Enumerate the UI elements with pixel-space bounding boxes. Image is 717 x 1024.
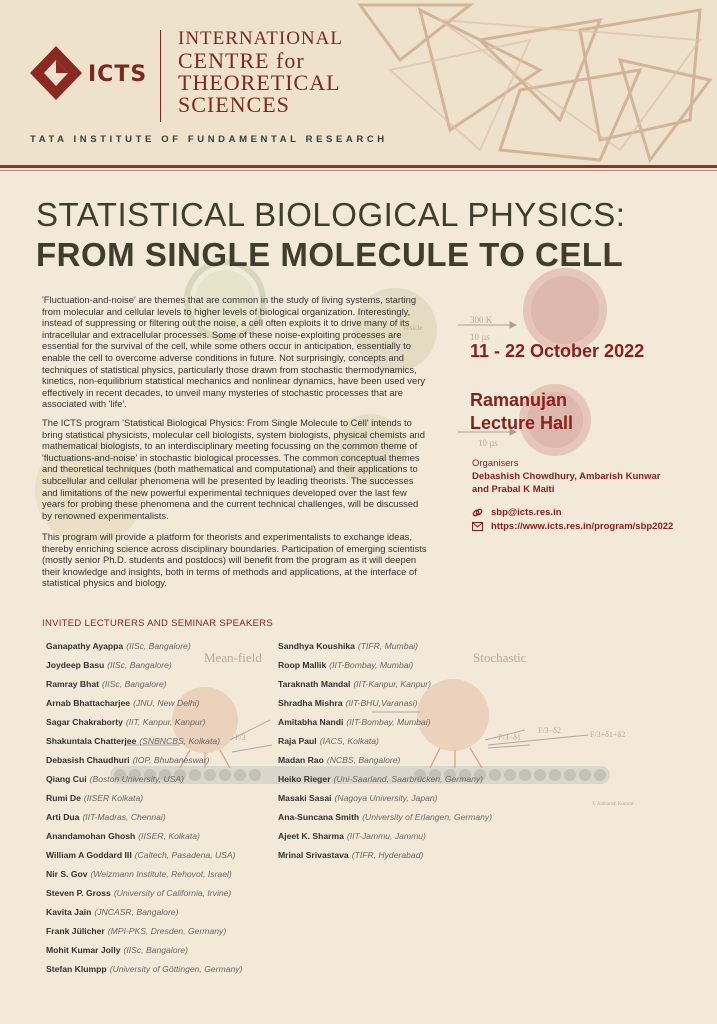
event-venue [470,389,573,435]
figure-label-f3-d12: F/3+δ1+δ2 [590,730,626,739]
speaker-name: Anandamohan Ghosh [46,831,136,841]
speaker-affiliation: (IISER Kolkata) [83,793,144,803]
figure-label-time-1: 10 µs [470,332,490,342]
figure-label-temperature: 300 K [470,315,493,325]
centre-line-2: CENTRE for [178,48,305,73]
speaker-name: Ana-Suncana Smith [278,812,360,822]
speaker-row [46,678,242,697]
centre-line-4: SCIENCES [178,92,290,117]
speaker-name: Shakuntala Chatterjee [46,736,137,746]
speaker-row [46,830,242,849]
speaker-row [46,811,242,830]
figure-label-f3-d2: F/3−δ2 [538,726,561,735]
contact-email[interactable] [472,507,562,518]
speaker-affiliation: (MPI-PKS, Dresden, Germany) [107,926,227,936]
speaker-name: Frank Jülicher [46,926,105,936]
venue-line-2: Lecture Hall [470,413,574,433]
organisers-names: Debashish Chowdhury, Ambarish Kunwar and Prabal K Maiti [472,471,661,495]
speaker-affiliation: (JNCASR, Bangalore) [94,907,179,917]
speaker-name: Madan Rao [278,755,324,765]
figure-label-f3-d1: F/3−δ1 [498,733,521,742]
organisers-label: Organisers [472,458,519,469]
speaker-affiliation: (IIT-BHU,Varanasi) [345,698,418,708]
speaker-row [46,659,242,678]
speaker-name: Rumi De [46,793,81,803]
speaker-name: Amitabha Nandi [278,717,344,727]
speaker-affiliation: (IIT-Jammu, Jammu) [346,831,426,841]
speaker-name: Roop Mallik [278,660,327,670]
speaker-name: Stefan Klumpp [46,964,107,974]
speaker-affiliation: (IIT-Madras, Chennai) [82,812,166,822]
speaker-row [46,906,242,925]
speaker-row [46,697,242,716]
speaker-row [278,792,492,811]
description-paragraph-3: This program will provide a platform for theorists and experimentalists to exchange ideas, thereby enriching science across disciplinary boundaries. Participation of emerging scientists (mostly senior Ph.D. students and postdocs) will benefit from the program as it will deepen their knowledge and insights, both in terms of methods and applications, at the interface of statistical physics and biology. [42,531,427,589]
speaker-affiliation: (University of Erlangen, Germany) [362,812,493,822]
figure-label-f3: F/3 [235,733,246,742]
speaker-affiliation: (IIT-Bombay, Mumbai) [346,717,431,727]
page-title-line-2: FROM SINGLE MOLECULE TO CELL [36,236,624,273]
speaker-affiliation: (Uni-Saarland, Saarbrücken, Germany) [333,774,484,784]
speaker-affiliation: (TIFR, Mumbai) [357,641,419,651]
speaker-name: Heiko Rieger [278,774,331,784]
speaker-row [278,697,492,716]
speaker-row [46,754,242,773]
speaker-name: Taraknath Mandal [278,679,351,689]
speaker-name: Qiang Cui [46,774,87,784]
speaker-affiliation: (Boston University, USA) [89,774,184,784]
speaker-name: Arnab Bhattacharjee [46,698,131,708]
figure-label-vesicle: vesicle [403,324,423,332]
description-paragraph-1: 'Fluctuation-and-noise' are themes that are common in the study of living systems, starting from molecular and cellular levels to higher levels of biological organization. Interestingly, instead of suppressing or filtering out the noise, a cell often exploits it to drive many of its intracellular and extracellular processes. Some of these noise-exploiting processes are essential for the survival of the cell, while some others occur in anticipation, essentially to enable the cell to overcome adverse conditions in future. Not surprisingly, concepts and techniques of statistical physics, particularly those drawn from stochastic thermodynamics, kinetics, non-equilibrium statistical mechanics and nonlinear dynamics, have been used very effectively in recent decades, to unveil many mysteries of stochastic processes that are associated with 'life'. [42,294,426,410]
speaker-row [278,659,492,678]
speaker-affiliation: (IIT-Kanpur, Kanpur) [353,679,431,689]
speaker-name: Raja Paul [278,736,317,746]
figure-label-mean-field: Mean-field [204,650,262,665]
speaker-name: Sandhya Koushika [278,641,355,651]
speaker-name: Sagar Chakraborty [46,717,123,727]
email-text[interactable]: sbp@icts.res.in [491,507,562,518]
speaker-row [278,735,492,754]
speaker-name: Ajeet K. Sharma [278,831,344,841]
speaker-name: Debasish Chaudhuri [46,755,130,765]
speaker-affiliation: (IISc, Bangalore) [102,679,167,689]
speaker-row [278,678,492,697]
speaker-name: Masaki Sasai [278,793,332,803]
speaker-affiliation: (IISc, Bangalore) [123,945,188,955]
figure-label-stochastic: Stochastic [473,650,527,665]
speaker-row [278,640,492,659]
speaker-row [46,963,242,982]
speaker-row [278,849,492,868]
speaker-name: Joydeep Basu [46,660,105,670]
centre-line-1: INTERNATIONAL [178,28,343,49]
speaker-affiliation: (Nagoya University, Japan) [334,793,438,803]
speaker-affiliation: (IIT-Bombay, Mumbai) [329,660,414,670]
speaker-row [278,754,492,773]
envelope-icon [472,522,483,531]
figure-label-time-2: 10 µs [478,438,498,448]
speaker-affiliation: (JNU, New Delhi) [133,698,200,708]
event-dates: 11 - 22 October 2022 [470,341,645,361]
logo-text: ICTS [88,62,148,87]
speaker-name: Nir S. Gov [46,869,88,879]
url-text[interactable]: https://www.icts.res.in/program/sbp2022 [491,521,674,532]
figure-credit: © Ambarish Kunwar [592,802,634,807]
speaker-name: Ganapathy Ayappa [46,641,124,651]
speaker-row [46,640,242,659]
speaker-affiliation: (IOP, Bhubaneswar) [132,755,210,765]
contact-url[interactable] [472,521,673,532]
speaker-affiliation: (University of Göttingen, Germany) [109,964,243,974]
speaker-affiliation: (Weizmann Institute, Rehovot, Israel) [90,869,232,879]
speaker-name: Arti Dua [46,812,80,822]
venue-line-1: Ramanujan [470,390,568,410]
speaker-name: Shradha Mishra [278,698,343,708]
speaker-name: Ramray Bhat [46,679,100,689]
speaker-affiliation: (IISER, Kolkata) [138,831,200,841]
speaker-row [46,925,242,944]
page-title-line-1: STATISTICAL BIOLOGICAL PHYSICS: [36,196,626,233]
speaker-affiliation: (SNBNCBS, Kolkata) [139,736,220,746]
speaker-affiliation: (NCBS, Bangalore) [326,755,401,765]
speakers-column-2 [278,640,492,868]
speaker-name: Steven P. Gross [46,888,111,898]
speakers-column-1 [46,640,242,982]
speaker-affiliation: (Caltech, Pasadena, USA) [134,850,236,860]
speaker-row [278,716,492,735]
speaker-affiliation: (IIT, Kanpur, Kanpur) [125,717,206,727]
speaker-name: William A Goddard III [46,850,132,860]
description-paragraph-2: The ICTS program 'Statistical Biological Physics: From Single Molecule to Cell' intends to bring statistical physicists, molecular cell biologists, system biologists, physical chemists and mathematical biologists, to an interdisciplinary meeting focussing on the common theme of 'fluctuations-and-noise' in stochastic biological processes. The common conceptual themes and theoretical techniques (both mathematical and computational) and their applications to subcellular and cellular phenomena will be presented by leading theorists. The successes and limitations of the new powerful experimental techniques developed over the last few years for probing these phenomena and the current technical challenges, will be discussed by renowned experimentalists. [42,417,425,521]
speaker-row [46,773,242,792]
speaker-name: Kavita Jain [46,907,92,917]
link-icon [472,507,483,518]
speaker-name: Mrinal Srivastava [278,850,349,860]
speaker-affiliation: (IISc, Bangalore) [107,660,172,670]
speaker-affiliation: (TIFR, Hyderabad) [351,850,424,860]
speaker-row [278,811,492,830]
centre-line-3: THEORETICAL [178,70,341,95]
speaker-row [46,716,242,735]
speaker-affiliation: (University of California, Irvine) [113,888,232,898]
speaker-affiliation: (IACS, Kolkata) [319,736,379,746]
speaker-row [278,830,492,849]
speaker-row [46,735,242,754]
institute-name: TATA INSTITUTE OF FUNDAMENTAL RESEARCH [30,134,388,145]
speaker-affiliation: (IISc, Bangalore) [126,641,191,651]
speaker-row [46,944,242,963]
speaker-row [278,773,492,792]
speaker-row [46,887,242,906]
speaker-row [46,868,242,887]
speakers-heading: INVITED LECTURERS AND SEMINAR SPEAKERS [42,618,274,629]
speaker-row [46,849,242,868]
speaker-name: Mohit Kumar Jolly [46,945,121,955]
speaker-row [46,792,242,811]
